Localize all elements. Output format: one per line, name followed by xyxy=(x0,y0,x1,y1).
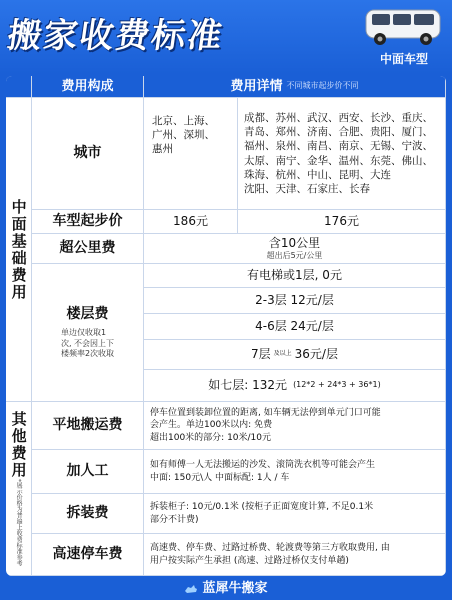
col-header-details-label: 费用详情 xyxy=(230,78,283,94)
section-other-label: 其他费用 xyxy=(9,411,28,479)
city-tier2-list: 成都、苏州、武汉、西安、长沙、重庆、 青岛、郑州、济南、合肥、贵阳、厦门、 福州、泉州、南昌、南京、无锡、宁波、 太原、南宁、金华、温州、东莞、佛山、 珠海、杭州、中山、昆明、大连 沈阳、天津、石家庄、长春 xyxy=(238,98,446,210)
footer-brand xyxy=(0,578,452,600)
floor-row-3: 4-6层 24元/层 xyxy=(144,314,446,340)
section-other-note: *展示价格为普遍上收费标准参考 xyxy=(15,479,23,566)
flat-carry-detail: 停车位置到装卸位置的距离, 如车辆无法停到单元门口可能 会产生。单边100米以内: 免费 超出100米的部分: 10米/10元 xyxy=(144,402,446,450)
floor-fee-note: 单边仅收取1 次, 不会因上下 楼频率2次收取 xyxy=(60,327,115,359)
col-header-details-note: 不同城市起步价不同 xyxy=(286,81,359,91)
fee-table xyxy=(6,76,446,576)
header-banner xyxy=(0,0,452,74)
van-type-label: 中面车型 xyxy=(379,52,428,66)
city-label: 城市 xyxy=(32,98,144,210)
floor-example-formula: (12*2 + 24*3 + 36*1) xyxy=(293,380,381,390)
van-icon xyxy=(362,4,446,48)
footer-brand-name: 蓝犀牛搬家 xyxy=(202,581,268,596)
extra-labor-detail: 如有师傅一人无法搬运的沙发、滚筒洗衣机等可能会产生 中面: 150元\人 中面标配: 1人 / 车 xyxy=(144,450,446,494)
section-basic-label: 中面基础费用 xyxy=(6,98,32,402)
start-price-tier2: 176元 xyxy=(238,210,446,234)
distance-extra: 超出后5元/公里 xyxy=(266,251,323,261)
floor-row-5 xyxy=(144,370,446,402)
page-title: 搬家收费标准 xyxy=(4,16,227,56)
distance-fee-detail xyxy=(144,234,446,264)
distance-included: 含10公里 xyxy=(268,236,321,250)
assembly-fee-detail: 拆装柜子: 10元/0.1米 (按柜子正面宽度计算, 不足0.1米 部分不计费) xyxy=(144,494,446,534)
start-price-label: 车型起步价 xyxy=(32,210,144,234)
floor-row-4-floor: 7层 xyxy=(251,347,271,362)
floor-row-4-sup: 及以上 xyxy=(273,350,292,358)
floor-row-4-price: 36元/层 xyxy=(294,347,338,362)
start-price-tier1: 186元 xyxy=(144,210,238,234)
city-tier1-list: 北京、上海、 广州、深圳、 惠州 xyxy=(144,98,238,210)
floor-row-4 xyxy=(144,340,446,370)
col-header-composition: 费用构成 xyxy=(32,76,144,98)
highway-fee-detail: 高速费、停车费、过路过桥费、轮渡费等第三方收取费用, 由 用户按实际产生承担 (高速、过路过桥仅支付单趟) xyxy=(144,534,446,576)
section-other xyxy=(6,402,32,576)
assembly-fee-label: 拆装费 xyxy=(32,494,144,534)
distance-fee-label: 超公里费 xyxy=(32,234,144,264)
floor-fee-label: 楼层费 xyxy=(66,305,109,322)
col-header-details xyxy=(144,76,446,98)
floor-row-2: 2-3层 12元/层 xyxy=(144,288,446,314)
floor-fee-cell xyxy=(32,264,144,402)
highway-fee-label: 高速停车费 xyxy=(32,534,144,576)
floor-example: 如七层: 132元 xyxy=(208,378,288,393)
extra-labor-label: 加人工 xyxy=(32,450,144,494)
floor-row-1: 有电梯或1层, 0元 xyxy=(144,264,446,288)
rhino-logo-icon xyxy=(184,584,198,594)
flat-carry-label: 平地搬运费 xyxy=(32,402,144,450)
header-corner xyxy=(6,76,32,98)
